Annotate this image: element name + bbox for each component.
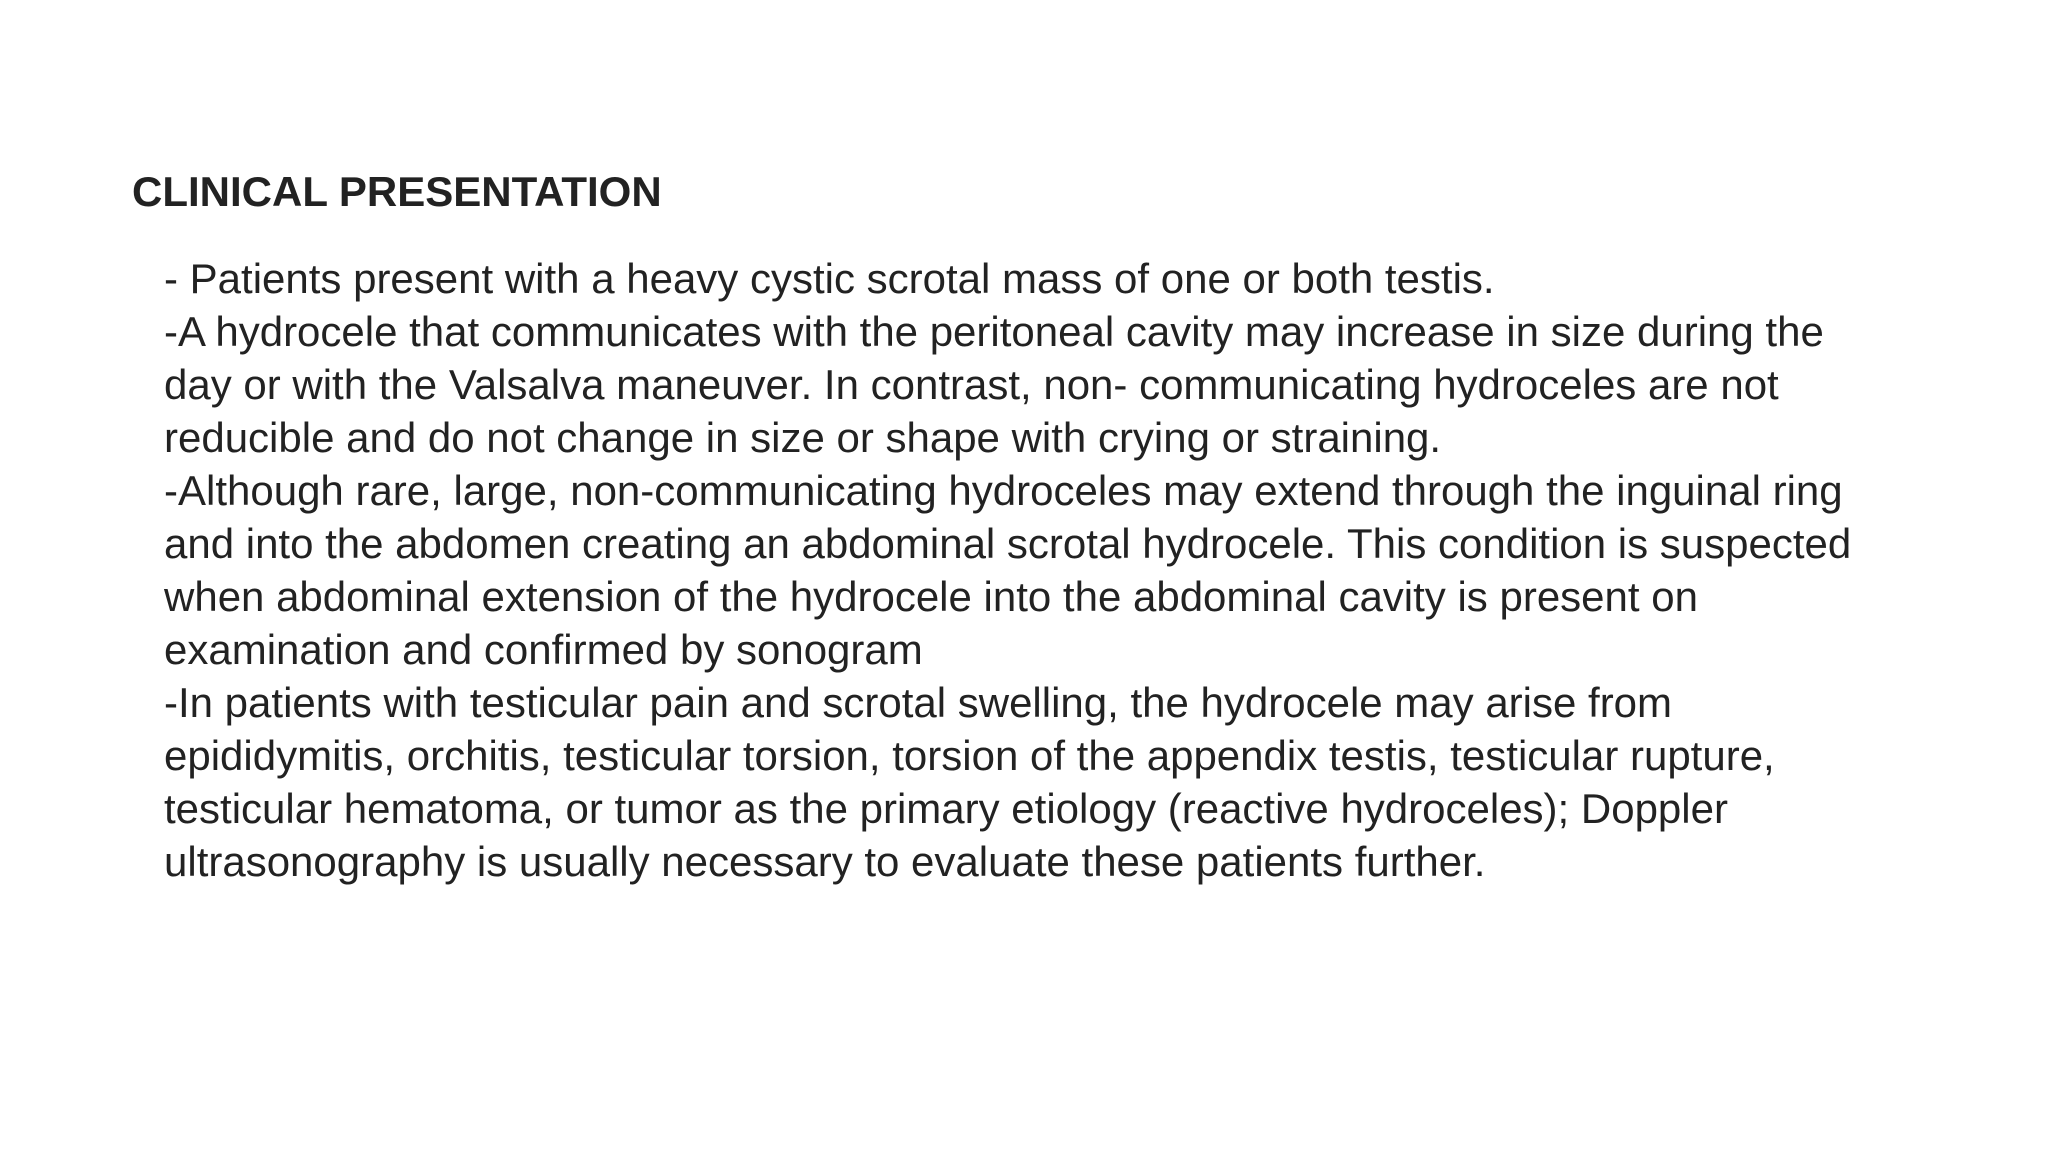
body-line: day or with the Valsalva maneuver. In contrast, non- communicating hydroceles are not [164, 361, 1779, 408]
body-line: testicular hematoma, or tumor as the primary etiology (reactive hydroceles); Doppler [164, 785, 1728, 832]
body-line: and into the abdomen creating an abdominal scrotal hydrocele. This condition is suspected [164, 520, 1852, 567]
body-line: -Although rare, large, non-communicating hydroceles may extend through the inguinal ring [164, 467, 1843, 514]
body-line: when abdominal extension of the hydrocele into the abdominal cavity is present on [164, 573, 1698, 620]
body-line: epididymitis, orchitis, testicular torsion, torsion of the appendix testis, testicular rupture, [164, 732, 1775, 779]
body-line: -In patients with testicular pain and scrotal swelling, the hydrocele may arise from [164, 679, 1673, 726]
body-line: - Patients present with a heavy cystic scrotal mass of one or both testis. [164, 255, 1495, 302]
slide-body [164, 252, 1964, 888]
body-line: ultrasonography is usually necessary to evaluate these patients further. [164, 838, 1486, 885]
body-line: -A hydrocele that communicates with the peritoneal cavity may increase in size during the [164, 308, 1824, 355]
body-line: examination and confirmed by sonogram [164, 626, 923, 673]
slide-title: CLINICAL PRESENTATION [132, 168, 662, 215]
body-line: reducible and do not change in size or shape with crying or straining. [164, 414, 1442, 461]
